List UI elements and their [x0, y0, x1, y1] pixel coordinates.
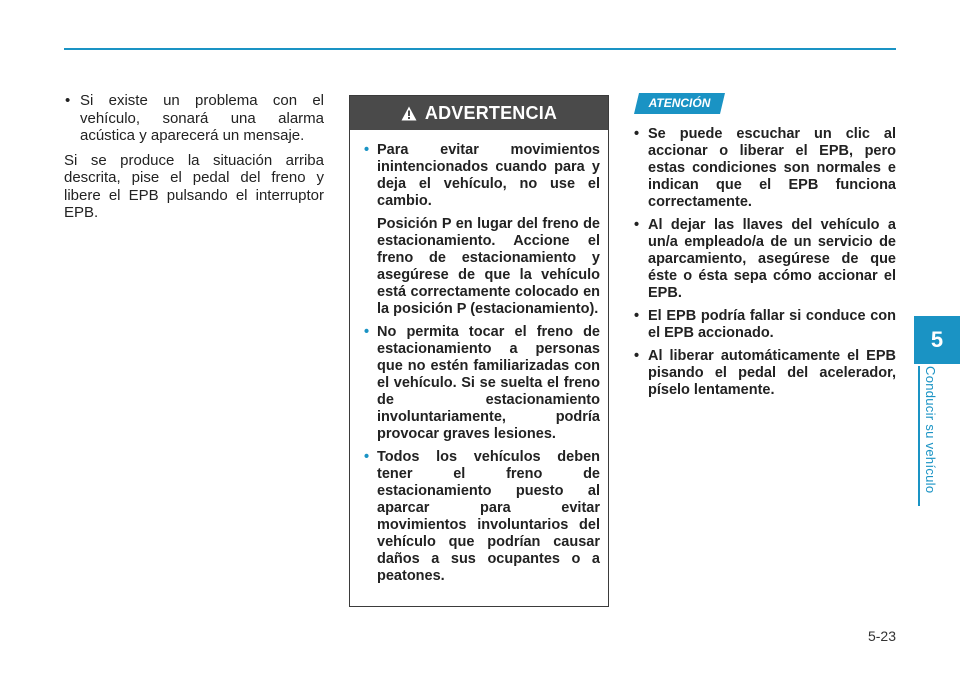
list-item [364, 324, 600, 443]
warning-item-extra: Posición P en lugar del freno de estacionamiento. Accione el freno de estacionamiento y asegúrese de que la vehículo está correctamente colocado en la posición P (estacionamiento). [377, 216, 600, 317]
chapter-title-container [922, 366, 938, 506]
warning-item-text: No permita tocar el freno de estacionamiento a personas que no estén familiarizadas con el vehículo. Si se suelta el freno de estacionamiento involuntariamente, podría provocar graves lesiones. [377, 324, 600, 442]
bullet-icon: • [634, 217, 640, 233]
list-item [634, 126, 896, 211]
bullet-text: Si existe un problema con el vehículo, sonará una alarma acústica y aparecerá un mensaje. [80, 92, 324, 144]
left-column [64, 92, 324, 222]
body-paragraph: Si se produce la situación arriba descrita, pise el pedal del freno y libere el EPB pulsando el interruptor EPB. [64, 151, 324, 221]
list-item [364, 449, 600, 585]
chapter-title: Conducir su vehículo [923, 366, 938, 494]
chapter-number: 5 [930, 327, 944, 352]
attention-badge [634, 93, 725, 114]
attention-list [634, 126, 896, 405]
warning-title: ADVERTENCIA [424, 102, 558, 123]
bullet-icon: • [634, 348, 640, 364]
list-item [634, 348, 896, 399]
bullet-icon: • [65, 92, 71, 109]
warning-item-text: Todos los vehículos deben tener el freno de estacionamiento puesto al aparcar para evitar movimientos involuntarios del vehículo que podrían causar daños a sus ocupantes o a peatones. [377, 449, 600, 584]
attention-item-text: Se puede escuchar un clic al accionar o liberar el EPB, pero estas condiciones son normales e indican que el EPB funciona correctamente. [648, 126, 896, 210]
warning-triangle-icon [401, 106, 417, 121]
bullet-icon: • [364, 449, 370, 465]
bullet-icon: • [364, 142, 370, 158]
bullet-icon: • [634, 308, 640, 324]
list-item [634, 217, 896, 302]
warning-item-text: Para evitar movimientos inintencionados cuando para y deja el vehículo, no use el cambio. [377, 142, 600, 209]
attention-item-text: Al liberar automáticamente el EPB pisando el pedal del acelerador, píselo lentamente. [648, 348, 896, 398]
attention-label: ATENCIÓN [648, 96, 711, 110]
attention-item-text: Al dejar las llaves del vehículo a un/a empleado/a de un servicio de aparcamiento, asegúrese de que éste o ésta sepa cómo accionar el EPB. [648, 217, 896, 301]
page-number: 5-23 [867, 628, 896, 644]
list-item [634, 308, 896, 342]
warning-body [350, 130, 608, 585]
warning-header [350, 96, 608, 130]
chapter-divider [918, 366, 920, 506]
bullet-icon: • [634, 126, 640, 142]
bullet-icon: • [364, 324, 370, 340]
chapter-tab[interactable] [914, 316, 960, 364]
list-item [64, 92, 324, 145]
list-item [364, 142, 600, 210]
warning-box [349, 95, 609, 607]
header-rule [64, 48, 896, 50]
attention-item-text: El EPB podría fallar si conduce con el EPB accionado. [648, 308, 896, 341]
